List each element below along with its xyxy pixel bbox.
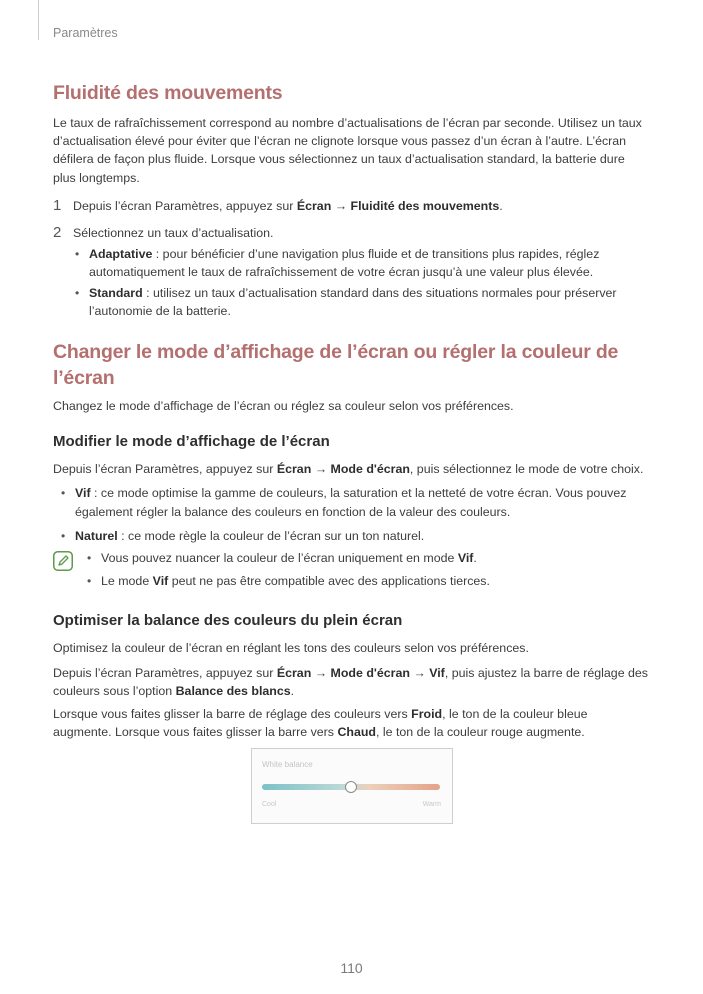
step-number: 2: [53, 224, 62, 242]
step-2: [53, 224, 648, 242]
heading-modifier-mode: Modifier le mode d’affichage de l’écran: [53, 433, 330, 451]
bullet-vif: • Vif : ce mode optimise la gamme de couleurs, la saturation et la netteté de votre écran. Vous pouvez également régler la balance des couleurs en fonction de la valeur des couleurs.: [53, 484, 648, 520]
instruction-mode-ecran: Depuis l’écran Paramètres, appuyez sur Écran → Mode d'écran, puis sélectionnez le mode de votre choix.: [53, 462, 644, 477]
heading-balance-couleurs: Optimiser la balance des couleurs du plein écran: [53, 612, 403, 630]
step-1: [53, 197, 648, 215]
note-pencil-icon: [53, 549, 79, 590]
step-number: 1: [53, 196, 62, 214]
bullet-dot: •: [87, 574, 92, 589]
bullet-dot: •: [75, 285, 80, 300]
intro-fluidite: Le taux de rafraîchissement correspond au nombre d’actualisations de l’écran par seconde. Utilisez un taux d’actualisation élevé pour éviter que l’écran ne clignote lorsque vous passez d’un écran à l’autre. L’écran défilera de façon plus fluide. Lorsque vous sélectionnez un taux d’actualisation standard, la batterie dure plus longtemps.: [53, 116, 642, 185]
header-divider: [38, 0, 39, 40]
white-balance-title: White balance: [262, 760, 313, 769]
description-slider: Lorsque vous faites glisser la barre de réglage des couleurs vers Froid, le ton de la couleur bleue augmente. Lorsque vous faites glisser la barre vers Chaud, le ton de la couleur rouge augmente.: [53, 707, 588, 740]
note-list: [79, 549, 648, 590]
bullet-dot: •: [87, 551, 92, 566]
page-content: [53, 80, 648, 741]
note-item: • Le mode Vif peut ne pas être compatible avec des applications tierces.: [79, 572, 648, 590]
intro-balance: Optimisez la couleur de l’écran en réglant les tons des couleurs selon vos préférences.: [53, 641, 529, 656]
white-balance-screenshot: [251, 748, 453, 824]
bullet-dot: •: [61, 486, 66, 501]
heading-mode-affichage: Changer le mode d’affichage de l’écran ou régler la couleur de l’écran: [53, 341, 619, 390]
heading-fluidite: Fluidité des mouvements: [53, 82, 283, 104]
page-number: 110: [340, 960, 363, 976]
note-item: • Vous pouvez nuancer la couleur de l’écran uniquement en mode Vif.: [79, 549, 648, 567]
step-text: Depuis l’écran Paramètres, appuyez sur Écran → Fluidité des mouvements.: [73, 198, 503, 213]
bullet-dot: •: [61, 528, 66, 543]
bullet-naturel: • Naturel : ce mode règle la couleur de l’écran sur un ton naturel.: [53, 527, 648, 545]
step-text: Sélectionnez un taux d’actualisation.: [73, 226, 274, 241]
bullet-standard: • Standard : utilisez un taux d’actualisation standard dans des situations normales pour préserver l’autonomie de la batterie.: [53, 284, 648, 320]
note-block: [53, 549, 648, 590]
cool-label: Cool: [262, 801, 277, 808]
intro-mode-affichage: Changez le mode d’affichage de l’écran ou réglez sa couleur selon vos préférences.: [53, 399, 514, 414]
section-header: Paramètres: [53, 26, 118, 40]
warm-label: Warm: [422, 801, 441, 808]
bullet-adaptative: • Adaptative : pour bénéficier d’une navigation plus fluide et de transitions plus rapides, réglez automatiquement le taux de rafraîchissement de votre écran jusqu’à une valeur plus élevée.: [53, 245, 648, 281]
bullet-dot: •: [75, 247, 80, 262]
instruction-balance: Depuis l’écran Paramètres, appuyez sur Écran → Mode d'écran → Vif, puis ajustez la barre de réglage des couleurs sous l’option Balance des blancs.: [53, 665, 649, 698]
white-balance-slider-knob: [345, 781, 357, 793]
